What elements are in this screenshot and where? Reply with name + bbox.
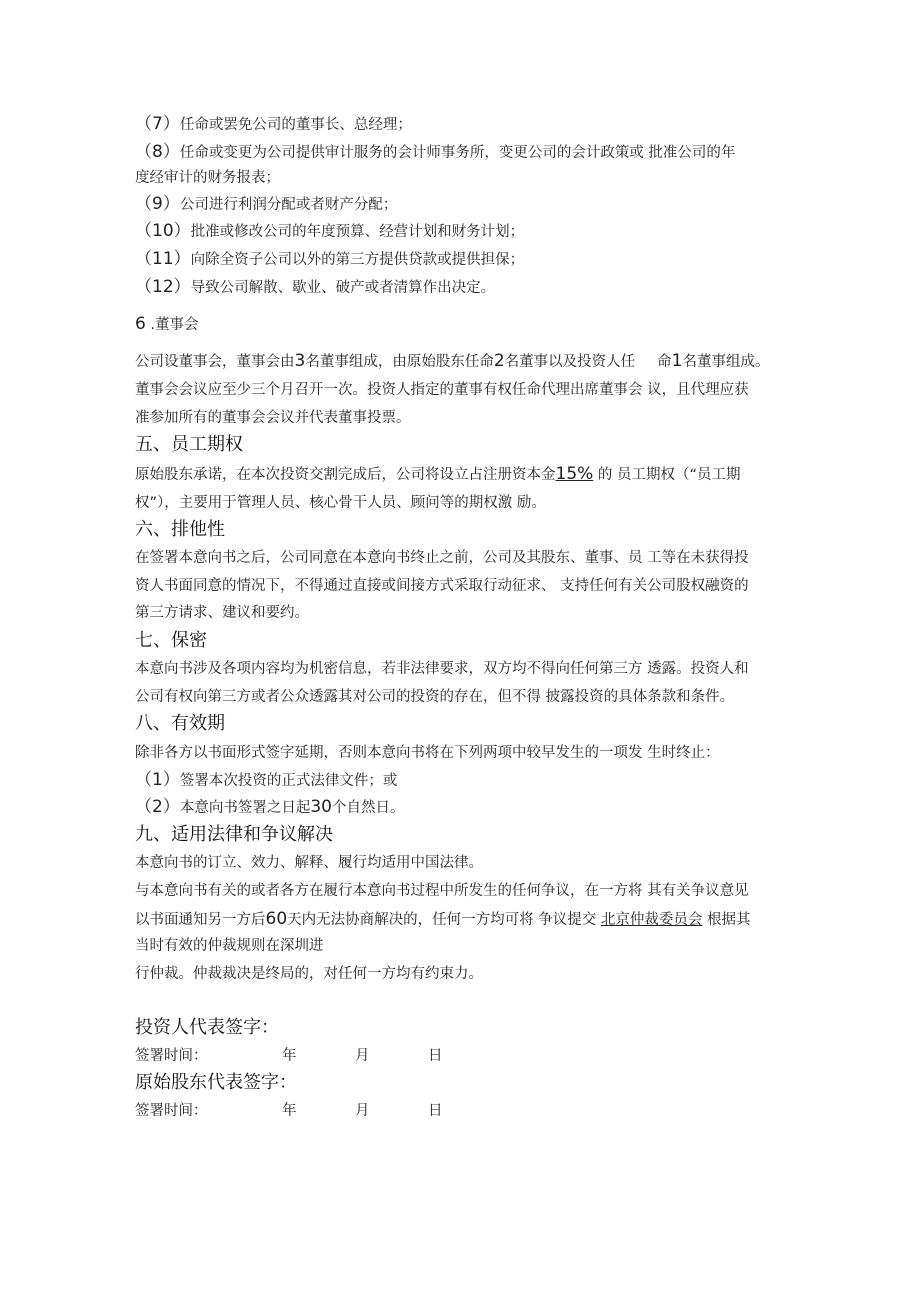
law-heading: 九、适用法律和争议解决 [135, 824, 333, 845]
board-paragraph-line-1 [135, 351, 769, 372]
arbitration-body: 北京仲裁委员会 [600, 912, 703, 928]
item-7 [135, 114, 412, 135]
text-run: 命 [657, 354, 672, 370]
section-title: .董事会 [145, 317, 199, 333]
shareholder-signature-date [0, 1101, 920, 1121]
text-run: 本意向书签署之日起 [179, 800, 311, 816]
item-number: （12） [135, 277, 191, 297]
item-8-continued [135, 168, 280, 188]
law-line-1: 本意向书的订立、效力、解释、履行均适用中国法律。 [135, 855, 483, 871]
confidentiality-line-2: 公司有权向第三方或者公众透露其对公司的投资的存在，但不得 披露投资的具体条款和条件。 [135, 689, 735, 705]
text-run: 原始股东承诺，在本次投资交割完成后，公司将设立占注册资本金 [135, 467, 556, 483]
shareholder-director-count: 2 [493, 351, 505, 371]
confidentiality-line-1: 本意向书涉及各项内容均为机密信息，若非法律要求，双方均不得向任何第三方 透露。投资人和 [135, 661, 749, 677]
law-line-5: 行仲裁。仲裁裁决是终局的，对任何一方均有约束力。 [135, 966, 483, 982]
validity-intro: 除非各方以书面形式签字延期，否则本意向书将在下列两项中较早发生的一项发 生时终止： [135, 745, 720, 761]
item-text: 批准或修改公司的年度预算、经营计划和财务计划； [190, 224, 525, 240]
text-run: 名董事组成。 [682, 354, 770, 370]
law-line-3 [135, 909, 750, 930]
date-label: 签署时间： [135, 1103, 208, 1119]
item-number: （8） [135, 142, 180, 162]
text-run: 的 员工期权（“员工期 [593, 467, 741, 483]
days-number: 60 [265, 909, 288, 929]
days-number: 30 [310, 797, 332, 817]
item-text: 签署本次投资的正式法律文件；或 [179, 773, 398, 789]
item-number: （7） [135, 114, 180, 134]
esop-heading: 五、员工期权 [135, 434, 243, 455]
item-text: 向除全资子公司以外的第三方提供贷款或提供担保； [190, 252, 525, 268]
text-run: 个自然日。 [331, 800, 405, 816]
exclusivity-heading: 六、排他性 [135, 519, 225, 540]
item-text: 度经审计的财务报表； [135, 170, 280, 186]
month-field: 月 [355, 1103, 370, 1119]
validity-item-1 [135, 770, 397, 791]
investor-signature-label: 投资人代表签字： [135, 1017, 279, 1038]
item-text: 公司进行利润分配或者财产分配； [179, 197, 398, 213]
item-number: （2） [135, 797, 180, 817]
validity-item-2 [135, 797, 404, 818]
item-9 [135, 194, 397, 215]
day-field: 日 [428, 1103, 443, 1119]
item-text: 导致公司解散、歇业、破产或者清算作出决定。 [190, 280, 496, 296]
esop-percentage: 15% [555, 464, 594, 484]
item-12 [135, 277, 495, 298]
esop-line-2: 权”），主要用于管理人员、核心骨干人员、顾问等的期权激 励。 [135, 495, 546, 511]
item-number: （10） [135, 221, 191, 241]
item-10 [135, 221, 524, 242]
item-text: 任命或变更为公司提供审计服务的会计师事务所，变更公司的会计政策或 批准公司的年 [179, 145, 736, 161]
month-field: 月 [355, 1048, 370, 1064]
day-field: 日 [428, 1048, 443, 1064]
exclusivity-line-2: 资人书面同意的情况下，不得通过直接或间接方式采取行动征求、 支持任何有关公司股权融资的 [135, 578, 749, 594]
confidentiality-heading: 七、保密 [135, 630, 207, 651]
item-number: （9） [135, 194, 180, 214]
item-11 [135, 249, 524, 270]
text-run: 天内无法协商解决的，任何一方均可将 争议提交 [287, 912, 601, 928]
date-label: 签署时间： [135, 1048, 208, 1064]
item-text: 任命或罢免公司的董事长、总经理； [179, 117, 412, 133]
board-paragraph-line-3: 准参加所有的董事会会议并代表董事投票。 [135, 410, 411, 426]
board-heading [135, 314, 199, 335]
section-number: 6 [135, 314, 146, 334]
board-paragraph-line-2: 董事会会议应至少三个月召开一次。投资人指定的董事有权任命代理出席董事会 议，且代理应获 [135, 382, 749, 398]
board-size-number: 3 [294, 351, 306, 371]
validity-heading: 八、有效期 [135, 713, 225, 734]
year-field: 年 [282, 1048, 297, 1064]
text-run: 名董事组成，由原始股东任命 [305, 354, 494, 370]
law-line-2: 与本意向书有关的或者各方在履行本意向书过程中所发生的任何争议，在一方将 其有关争议意见 [135, 883, 749, 899]
esop-line-1 [135, 464, 741, 485]
item-8 [135, 142, 735, 163]
exclusivity-line-1: 在签署本意向书之后，公司同意在本意向书终止之前，公司及其股东、董事、员 工等在未获得投 [135, 550, 749, 566]
item-number: （1） [135, 770, 180, 790]
law-line-4: 当时有效的仲裁规则在深圳进 [135, 938, 324, 954]
text-run: 根据其 [702, 912, 751, 928]
exclusivity-line-3: 第三方请求、建议和要约。 [135, 605, 309, 621]
investor-signature-date [0, 1046, 920, 1066]
investor-director-count: 1 [671, 351, 683, 371]
year-field: 年 [282, 1103, 297, 1119]
shareholder-signature-label: 原始股东代表签字： [135, 1072, 297, 1093]
text-run: 以书面通知另一方后 [135, 912, 266, 928]
text-run: 公司设董事会，董事会由 [135, 354, 295, 370]
item-number: （11） [135, 249, 191, 269]
text-run: 名董事以及投资人任 [504, 354, 636, 370]
